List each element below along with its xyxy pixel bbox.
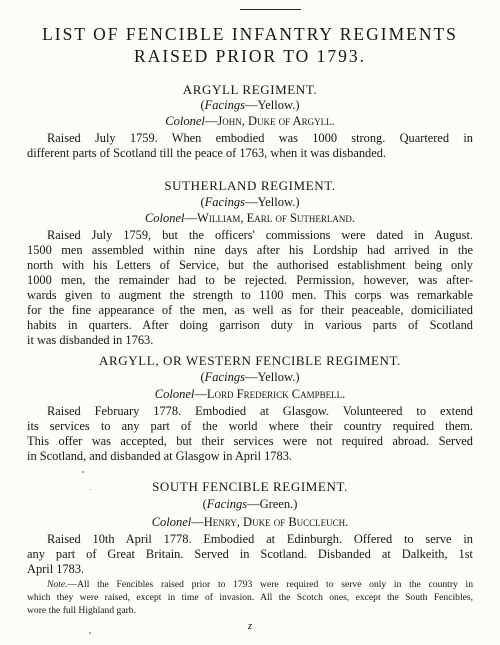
top-rule [240, 9, 301, 10]
regiment-description: Raised July 1759. When embodied was 1000 strong. Quartered in different parts of Scotland till the peace of 1763, when it was disbanded. [27, 131, 473, 160]
paper-speck [89, 632, 91, 634]
regiment-facings: (Facings—Yellow.) [200, 195, 300, 209]
regiment-facings: (Facings—Green.) [202, 497, 298, 511]
page-signature-mark: z [247, 620, 253, 632]
regiment-heading: SOUTH FENCIBLE REGIMENT. [152, 479, 348, 494]
regiment-colonel: Colonel—William, Earl of Sutherland. [144, 211, 356, 225]
regiment-heading: ARGYLL REGIMENT. [182, 82, 318, 97]
regiment-heading: SUTHERLAND REGIMENT. [164, 178, 336, 193]
footnote: Note.—All the Fencibles raised prior to 1793 were required to serve only in the country in which they were raised, except in time of invasion. All the Scotch ones, except the South Fencibles, wore the full Highland garb. [27, 579, 473, 616]
regiment-colonel: Colonel—Lord Frederick Campbell. [154, 387, 346, 401]
regiment-description: Raised February 1778. Embodied at Glasgow. Volunteered to extend its services to any part of the world where their country required them. This offer was accepted, but their services were not required abroad. Served in Scotland, and disbanded at Glasgow in April 1783. [27, 404, 473, 463]
regiment-description: Raised July 1759, but the officers' commissions were dated in August. 1500 men assembled within nine days after his Lordship had arrived in the north with his Letters of Service, but the authorised establishment being only 1000 men, the remainder had to be rejected. Permission, however, was after- wards given to augment the strength to 1100 men. This corps was remarkable for the fine appearance of the men, as well as for their peaceable, domiciliated habits in quarters. After doing garrison duty in various parts of Scotland it was disbanded in 1763. [27, 228, 473, 347]
footnote-label: Note. [47, 579, 68, 590]
page-title-line-2: RAISED PRIOR TO 1793. [134, 46, 366, 66]
page-title-line-1: LIST OF FENCIBLE INFANTRY REGIMENTS [42, 24, 458, 44]
regiment-description: Raised 10th April 1778. Embodied at Edinburgh. Offered to serve in any part of Great Britain. Served in Scotland. Disbanded at Dalkeith, 1st April 1783. [27, 532, 473, 576]
paper-speck [90, 489, 91, 490]
regiment-colonel: Colonel—John, Duke of Argyll. [165, 114, 335, 128]
paper-speck [82, 471, 84, 473]
regiment-colonel: Colonel—Henry, Duke of Buccleuch. [151, 515, 349, 529]
regiment-facings: (Facings—Yellow.) [200, 370, 300, 384]
regiment-heading: ARGYLL, OR WESTERN FENCIBLE REGIMENT. [99, 353, 401, 368]
regiment-facings: (Facings—Yellow.) [200, 98, 300, 112]
